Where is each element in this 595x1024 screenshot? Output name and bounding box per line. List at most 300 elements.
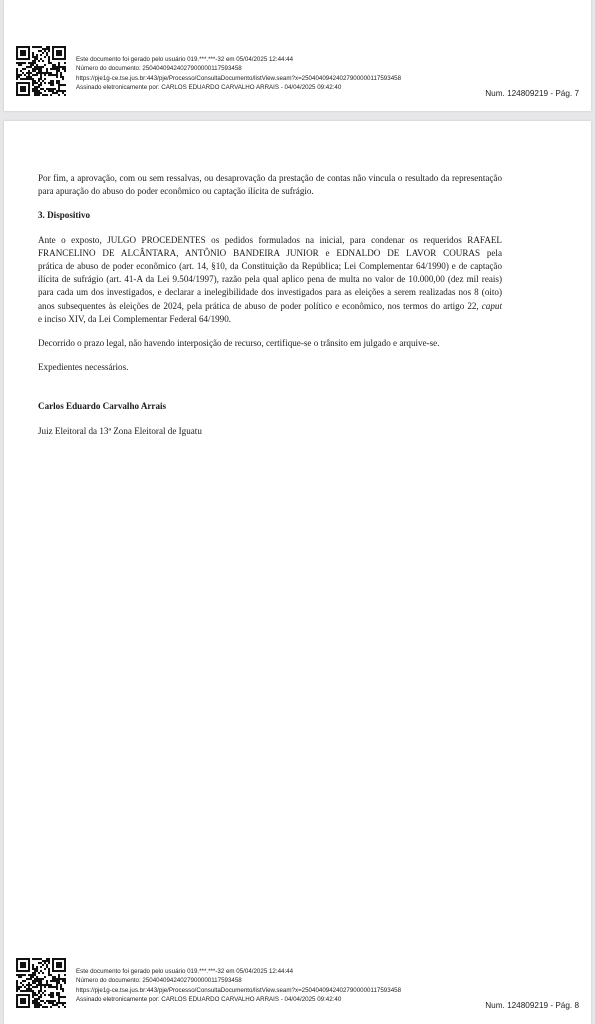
qr-module	[60, 84, 62, 86]
qr-module	[22, 1000, 24, 1002]
qr-module	[28, 62, 30, 64]
qr-module	[60, 978, 62, 980]
qr-module	[44, 976, 46, 978]
qr-module	[28, 974, 30, 976]
footer-url-link[interactable]: https://pje1g-ce.tse.jus.br:443/pje/Processo/ConsultaDocumento/listView.seam?x=25040409424027900000117593458	[76, 986, 402, 994]
qr-module	[62, 58, 64, 60]
qr-module	[24, 980, 26, 982]
qr-module	[40, 66, 42, 68]
qr-module	[58, 966, 60, 968]
qr-module	[34, 992, 36, 994]
qr-module	[22, 962, 24, 964]
qr-module	[20, 1006, 22, 1008]
qr-module	[20, 966, 22, 968]
qr-module	[16, 1000, 18, 1002]
qr-module	[34, 90, 36, 92]
qr-module	[22, 1002, 24, 1004]
qr-module	[64, 70, 66, 72]
qr-module	[50, 68, 52, 70]
qr-module	[52, 82, 54, 84]
qr-module	[22, 58, 24, 60]
qr-module	[34, 62, 36, 64]
qr-module	[20, 994, 22, 996]
qr-module	[54, 958, 56, 960]
qr-module	[38, 80, 40, 82]
qr-module	[52, 958, 54, 960]
qr-module	[56, 1004, 58, 1006]
qr-module	[24, 966, 26, 968]
qr-module	[24, 1000, 26, 1002]
qr-module	[16, 988, 18, 990]
qr-module	[48, 48, 50, 50]
qr-module	[54, 58, 56, 60]
qr-module	[56, 984, 58, 986]
qr-module	[44, 962, 46, 964]
qr-module	[64, 62, 66, 64]
qr-module	[54, 976, 56, 978]
qr-module	[56, 982, 58, 984]
qr-module	[52, 968, 54, 970]
qr-module	[34, 982, 36, 984]
qr-module	[54, 1000, 56, 1002]
qr-module	[28, 58, 30, 60]
qr-module	[40, 990, 42, 992]
qr-module	[24, 958, 26, 960]
qr-module	[36, 986, 38, 988]
document-body	[38, 172, 502, 438]
qr-module	[60, 72, 62, 74]
qr-module	[28, 82, 30, 84]
qr-module	[16, 986, 18, 988]
qr-module	[28, 94, 30, 96]
qr-module	[54, 74, 56, 76]
qr-module	[62, 92, 64, 94]
qr-module	[32, 54, 34, 56]
qr-module	[42, 88, 44, 90]
qr-module	[16, 70, 18, 72]
qr-module	[16, 982, 18, 984]
qr-module	[48, 984, 50, 986]
qr-module	[34, 968, 36, 970]
qr-module	[58, 82, 60, 84]
qr-module	[32, 74, 34, 76]
qr-module	[56, 74, 58, 76]
qr-module	[46, 958, 48, 960]
qr-module	[52, 88, 54, 90]
qr-module	[26, 984, 28, 986]
qr-module	[16, 46, 18, 48]
qr-module	[38, 984, 40, 986]
qr-module	[64, 52, 66, 54]
qr-module	[28, 1002, 30, 1004]
qr-module	[16, 990, 18, 992]
qr-module	[44, 64, 46, 66]
qr-module	[40, 962, 42, 964]
qr-module	[64, 958, 66, 960]
qr-module	[56, 992, 58, 994]
qr-module	[34, 994, 36, 996]
qr-module	[60, 76, 62, 78]
qr-module	[16, 90, 18, 92]
qr-module	[32, 64, 34, 66]
qr-module	[60, 966, 62, 968]
qr-module	[38, 86, 40, 88]
qr-module	[16, 1002, 18, 1004]
qr-module	[52, 92, 54, 94]
qr-module	[42, 978, 44, 980]
qr-module	[16, 76, 18, 78]
qr-module	[56, 986, 58, 988]
paragraph-line-with-italic	[38, 300, 502, 313]
qr-module	[20, 86, 22, 88]
qr-module	[46, 88, 48, 90]
qr-module	[28, 958, 30, 960]
qr-module	[30, 76, 32, 78]
qr-module	[20, 970, 22, 972]
qr-module	[32, 982, 34, 984]
qr-module	[26, 76, 28, 78]
qr-module	[18, 1006, 20, 1008]
qr-module	[26, 994, 28, 996]
qr-module	[38, 94, 40, 96]
qr-module	[36, 94, 38, 96]
qr-module	[36, 970, 38, 972]
qr-module	[36, 958, 38, 960]
qr-module	[64, 90, 66, 92]
qr-module	[22, 52, 24, 54]
qr-module	[44, 960, 46, 962]
qr-module	[62, 46, 64, 48]
qr-module	[52, 994, 54, 996]
qr-module	[34, 82, 36, 84]
page-footer	[12, 42, 587, 102]
qr-module	[38, 66, 40, 68]
qr-module	[54, 1004, 56, 1006]
footer-url-link[interactable]: https://pje1g-ce.tse.jus.br:443/pje/Processo/ConsultaDocumento/listView.seam?x=25040409424027900000117593458	[76, 74, 402, 82]
qr-module	[58, 992, 60, 994]
qr-module	[36, 82, 38, 84]
qr-module	[36, 998, 38, 1000]
qr-module	[20, 94, 22, 96]
qr-module	[50, 84, 52, 86]
qr-module	[64, 996, 66, 998]
deadline-paragraph: Decorrido o prazo legal, não havendo interposição de recurso, certifique-se o trânsito em julgado e arquive-se.	[38, 338, 440, 349]
qr-module	[16, 974, 18, 976]
qr-module	[24, 74, 26, 76]
qr-module	[40, 92, 42, 94]
qr-module	[24, 986, 26, 988]
qr-module	[38, 978, 40, 980]
qr-module	[16, 994, 18, 996]
qr-module	[54, 986, 56, 988]
qr-module	[64, 1006, 66, 1008]
document-page	[4, 121, 591, 1024]
qr-module	[32, 990, 34, 992]
qr-module	[36, 88, 38, 90]
footer-metadata	[76, 55, 401, 93]
qr-module	[34, 88, 36, 90]
qr-module	[44, 56, 46, 58]
qr-module	[24, 974, 26, 976]
qr-module	[46, 960, 48, 962]
qr-code-icon[interactable]	[16, 46, 66, 96]
qr-module	[34, 998, 36, 1000]
qr-module	[36, 68, 38, 70]
qr-code-icon[interactable]	[16, 958, 66, 1008]
qr-module	[36, 64, 38, 66]
qr-module	[64, 978, 66, 980]
qr-module	[64, 48, 66, 50]
qr-module	[42, 80, 44, 82]
qr-module	[52, 1002, 54, 1004]
qr-module	[38, 972, 40, 974]
qr-module	[46, 966, 48, 968]
qr-module	[56, 988, 58, 990]
qr-module	[22, 78, 24, 80]
qr-module	[34, 970, 36, 972]
qr-module	[40, 994, 42, 996]
qr-module	[38, 92, 40, 94]
qr-module	[28, 988, 30, 990]
qr-module	[62, 1002, 64, 1004]
qr-module	[18, 974, 20, 976]
qr-module	[50, 986, 52, 988]
footer-signed-line: Assinado eletronicamente por: CARLOS EDUARDO CARVALHO ARRAIS - 04/04/2025 09:42:40	[76, 996, 342, 1004]
qr-module	[18, 82, 20, 84]
qr-module	[16, 72, 18, 74]
qr-module	[22, 964, 24, 966]
qr-module	[28, 978, 30, 980]
qr-module	[50, 984, 52, 986]
qr-module	[48, 82, 50, 84]
qr-module	[50, 62, 52, 64]
qr-module	[18, 94, 20, 96]
qr-module	[40, 82, 42, 84]
qr-module	[56, 964, 58, 966]
qr-module	[34, 66, 36, 68]
qr-module	[64, 964, 66, 966]
qr-module	[52, 68, 54, 70]
qr-module	[64, 966, 66, 968]
qr-module	[58, 50, 60, 52]
qr-module	[56, 90, 58, 92]
qr-module	[54, 66, 56, 68]
qr-module	[18, 62, 20, 64]
paragraph-line: FRANCELINO DE ALCÂNTARA, ANTÔNIO BANDEIRA JUNIOR e EDNALDO DE LAVOR COURAS pela	[38, 247, 502, 258]
qr-module	[22, 970, 24, 972]
qr-module	[16, 78, 18, 80]
qr-module	[40, 1004, 42, 1006]
qr-module	[40, 78, 42, 80]
qr-module	[58, 976, 60, 978]
qr-module	[22, 50, 24, 52]
qr-module	[58, 84, 60, 86]
qr-module	[62, 68, 64, 70]
qr-module	[52, 966, 54, 968]
qr-module	[16, 82, 18, 84]
qr-module	[36, 1000, 38, 1002]
qr-module	[48, 72, 50, 74]
qr-module	[38, 70, 40, 72]
qr-module	[62, 958, 64, 960]
qr-module	[38, 962, 40, 964]
qr-module	[50, 88, 52, 90]
qr-module	[28, 998, 30, 1000]
qr-module	[52, 962, 54, 964]
signature-name: Carlos Eduardo Carvalho Arrais	[38, 401, 167, 412]
qr-module	[24, 994, 26, 996]
qr-module	[28, 986, 30, 988]
qr-module	[38, 1006, 40, 1008]
qr-module	[28, 72, 30, 74]
qr-module	[56, 966, 58, 968]
qr-module	[28, 966, 30, 968]
qr-module	[48, 986, 50, 988]
qr-module	[38, 68, 40, 70]
page-footer	[12, 954, 587, 1014]
qr-module	[56, 72, 58, 74]
qr-module	[50, 72, 52, 74]
qr-module	[28, 994, 30, 996]
qr-module	[22, 966, 24, 968]
qr-module	[20, 54, 22, 56]
qr-module	[20, 964, 22, 966]
qr-module	[22, 974, 24, 976]
qr-module	[16, 68, 18, 70]
qr-module	[50, 974, 52, 976]
qr-module	[28, 982, 30, 984]
qr-module	[22, 958, 24, 960]
qr-module	[20, 986, 22, 988]
footer-generated-line: Este documento foi gerado pelo usuário 019.***.***-32 em 05/04/2025 12:44:44	[76, 968, 294, 975]
qr-module	[58, 974, 60, 976]
qr-module	[60, 958, 62, 960]
qr-module	[32, 46, 34, 48]
qr-module	[16, 998, 18, 1000]
qr-module	[48, 974, 50, 976]
qr-module	[46, 72, 48, 74]
qr-module	[32, 992, 34, 994]
qr-module	[44, 1006, 46, 1008]
qr-module	[16, 62, 18, 64]
qr-module	[40, 46, 42, 48]
qr-module	[16, 88, 18, 90]
qr-module	[40, 50, 42, 52]
qr-module	[32, 976, 34, 978]
qr-module	[56, 68, 58, 70]
qr-module	[48, 90, 50, 92]
paragraph-line: ilícita de sufrágio (art. 41-A da Lei 9.504/1997), razão pela qual aplico pena de multa no valor de 10.000,00 (dez mil reais)	[38, 274, 502, 285]
qr-module	[18, 976, 20, 978]
qr-module	[52, 48, 54, 50]
qr-module	[42, 972, 44, 974]
qr-module	[50, 980, 52, 982]
qr-module	[32, 62, 34, 64]
qr-module	[44, 94, 46, 96]
qr-module	[32, 1000, 34, 1002]
qr-module	[22, 1006, 24, 1008]
qr-module	[30, 976, 32, 978]
qr-module	[64, 974, 66, 976]
qr-module	[60, 964, 62, 966]
qr-module	[18, 988, 20, 990]
qr-module	[42, 984, 44, 986]
qr-module	[28, 84, 30, 86]
qr-module	[60, 962, 62, 964]
qr-module	[18, 58, 20, 60]
qr-module	[58, 994, 60, 996]
qr-module	[44, 82, 46, 84]
qr-module	[52, 50, 54, 52]
qr-module	[34, 68, 36, 70]
qr-module	[58, 64, 60, 66]
qr-module	[56, 978, 58, 980]
qr-module	[16, 50, 18, 52]
qr-module	[20, 78, 22, 80]
qr-module	[30, 66, 32, 68]
qr-module	[40, 978, 42, 980]
qr-module	[50, 996, 52, 998]
qr-module	[28, 962, 30, 964]
qr-module	[22, 94, 24, 96]
qr-module	[64, 46, 66, 48]
qr-module	[22, 72, 24, 74]
qr-module	[52, 90, 54, 92]
qr-module	[44, 50, 46, 52]
qr-module	[64, 968, 66, 970]
qr-module	[24, 970, 26, 972]
qr-module	[40, 980, 42, 982]
qr-module	[34, 58, 36, 60]
footer-generated-line: Este documento foi gerado pelo usuário 019.***.***-32 em 05/04/2025 12:44:44	[76, 56, 294, 63]
qr-module	[28, 1004, 30, 1006]
qr-module	[18, 994, 20, 996]
qr-module	[58, 1000, 60, 1002]
qr-module	[20, 50, 22, 52]
qr-module	[22, 980, 24, 982]
qr-module	[54, 88, 56, 90]
qr-module	[52, 978, 54, 980]
qr-module	[24, 82, 26, 84]
qr-module	[20, 1002, 22, 1004]
qr-module	[52, 1004, 54, 1006]
qr-module	[40, 988, 42, 990]
qr-module	[28, 76, 30, 78]
previous-page	[4, 0, 591, 111]
qr-module	[56, 54, 58, 56]
qr-module	[46, 1000, 48, 1002]
qr-module	[32, 60, 34, 62]
qr-module	[52, 1000, 54, 1002]
qr-module	[46, 70, 48, 72]
qr-module	[24, 54, 26, 56]
qr-module	[58, 90, 60, 92]
qr-module	[16, 52, 18, 54]
qr-module	[46, 964, 48, 966]
qr-module	[36, 90, 38, 92]
qr-module	[52, 964, 54, 966]
qr-module	[18, 958, 20, 960]
qr-module	[60, 984, 62, 986]
qr-module	[36, 1002, 38, 1004]
qr-module	[36, 92, 38, 94]
qr-module	[44, 72, 46, 74]
paragraph-line-text: anos subsequentes às eleições de 2024, pela prática de abuso de poder político e econômico, nos termos do artigo 22,	[38, 300, 479, 311]
qr-module	[36, 980, 38, 982]
qr-module	[58, 58, 60, 60]
qr-module	[24, 998, 26, 1000]
qr-module	[56, 82, 58, 84]
